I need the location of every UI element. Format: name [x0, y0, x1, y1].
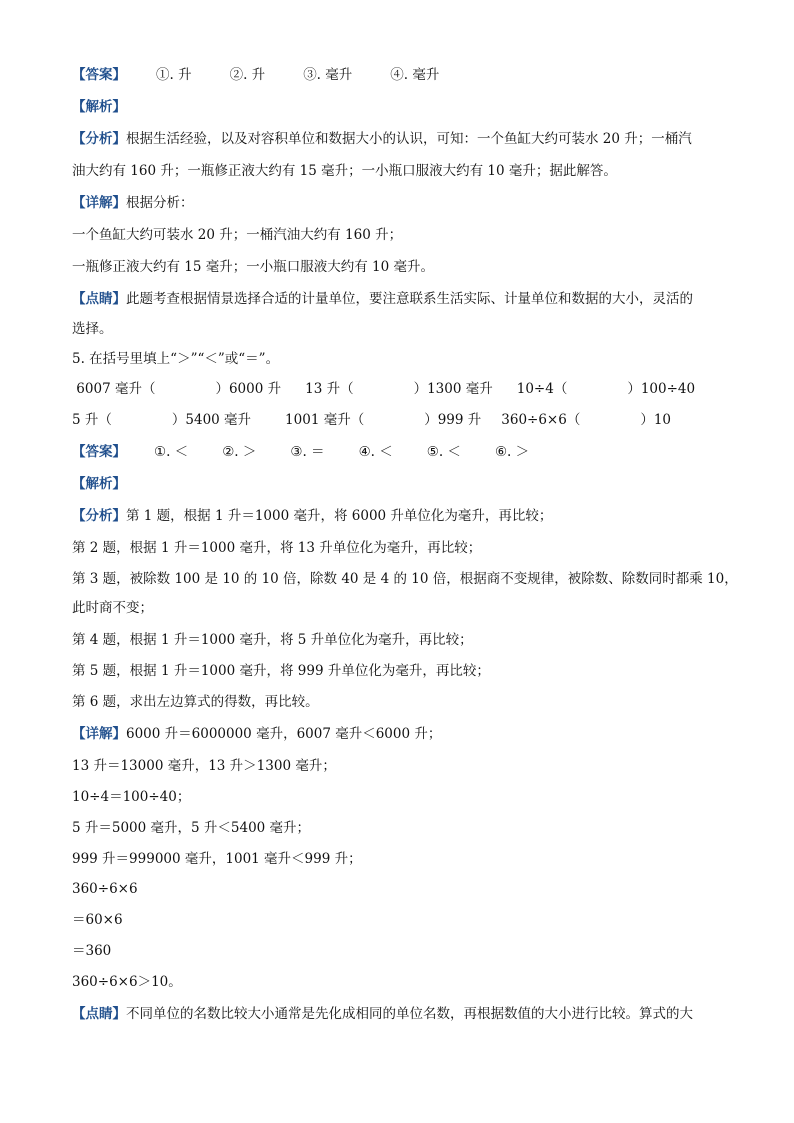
q5-xiangjie-9: 360÷6×6＞10。 — [72, 974, 182, 990]
dianjing-text: 此题考查根据情景选择合适的计量单位，要注意联系生活实际、计量单位和数据的大小，灵活的 — [126, 291, 693, 307]
xiangjie-head: 根据分析： — [126, 195, 194, 211]
answer-2: ②. ＞ — [222, 444, 257, 460]
xiangjie-text: 6000 升＝6000000 毫升，6007 毫升＜6000 升； — [126, 726, 442, 742]
q5-item-3-left: 10÷4（ — [516, 381, 568, 397]
q5-item-2-right: ）1300 毫升 — [413, 381, 493, 397]
q5-fenxi-line-1 — [72, 507, 552, 525]
q5-item-5-left: 1001 毫升（ — [285, 412, 365, 428]
q5-item-6-left: 360÷6×6（ — [501, 412, 581, 428]
q5-item-5-right: ）999 升 — [424, 412, 482, 428]
q5-dianjing-line-1 — [72, 1005, 693, 1023]
q5-item-4-left: 5 升（ — [72, 412, 112, 428]
q5-fenxi-line-2: 第 2 题，根据 1 升＝1000 毫升，将 13 升单位化为毫升，再比较； — [72, 540, 482, 556]
q4-xiangjie-1: 一个鱼缸大约可装水 20 升；一桶汽油大约有 160 升； — [72, 227, 403, 243]
fenxi-tag: 【分析】 — [72, 131, 126, 147]
q5-item-1-right: ）6000 升 — [215, 381, 282, 397]
answer-3: ③. 毫升 — [303, 67, 353, 83]
answer-2: ②. 升 — [229, 67, 266, 83]
q5-item-6-right: ）10 — [640, 412, 672, 428]
q5-xiangjie-4: 5 升＝5000 毫升，5 升＜5400 毫升； — [72, 820, 311, 836]
q5-stem: 5. 在括号里填上“＞”“＜”或“＝”。 — [72, 351, 280, 367]
answer-4: ④. 毫升 — [390, 67, 440, 83]
q5-fenxi-line-3: 第 3 题，被除数 100 是 10 的 10 倍，除数 40 是 4 的 10 倍，根据商不变规律，被除数、除数同时都乘 10， — [72, 571, 738, 587]
q4-answer-line — [72, 66, 439, 84]
q5-xiangjie-8: ＝360 — [72, 943, 112, 959]
dianjing-text: 不同单位的名数比较大小通常是先化成相同的单位名数，再根据数值的大小进行比较。算式的大 — [126, 1006, 693, 1022]
q5-item-2-left: 13 升（ — [305, 381, 354, 397]
q5-row-2 — [72, 411, 671, 429]
answer-4: ④. ＜ — [358, 444, 393, 460]
q5-fenxi-line-7: 第 6 题，求出左边算式的得数，再比较。 — [72, 694, 319, 710]
q5-fenxi-line-4: 此时商不变； — [72, 600, 153, 616]
q5-fenxi-line-6: 第 5 题，根据 1 升＝1000 毫升，将 999 升单位化为毫升，再比较； — [72, 663, 490, 679]
xiangjie-tag: 【详解】 — [72, 726, 126, 742]
answer-tag: 【答案】 — [72, 67, 126, 83]
q4-dianjing-line-1 — [72, 290, 693, 308]
q4-fenxi-line-1 — [72, 130, 692, 148]
q4-analysis-heading — [72, 98, 126, 116]
q5-answer-line — [72, 443, 529, 461]
q5-xiangjie-7: ＝60×6 — [72, 912, 123, 928]
fenxi-text: 根据生活经验，以及对容积单位和数据大小的认识，可知：一个鱼缸大约可装水 20 升；一桶汽 — [126, 131, 692, 147]
xiangjie-tag: 【详解】 — [72, 195, 126, 211]
q4-fenxi-line-2: 油大约有 160 升；一瓶修正液大约有 15 毫升；一小瓶口服液大约有 10 毫升；据此解答。 — [72, 163, 617, 179]
q5-item-1-left: 6007 毫升（ — [76, 381, 156, 397]
fenxi-text: 第 1 题，根据 1 升＝1000 毫升，将 6000 升单位化为毫升，再比较； — [126, 508, 553, 524]
analysis-tag: 【解析】 — [72, 476, 126, 492]
q5-row-1 — [72, 380, 695, 398]
q5-fenxi-line-5: 第 4 题，根据 1 升＝1000 毫升，将 5 升单位化为毫升，再比较； — [72, 632, 473, 648]
q5-analysis-heading — [72, 475, 126, 493]
q5-xiangjie-6: 360÷6×6 — [72, 881, 138, 897]
q5-xiangjie-3: 10÷4＝100÷40； — [72, 789, 191, 805]
q5-xiangjie-2: 13 升＝13000 毫升，13 升＞1300 毫升； — [72, 758, 336, 774]
q5-xiangjie-line-1 — [72, 725, 441, 743]
fenxi-tag: 【分析】 — [72, 508, 126, 524]
answer-1: ①. 升 — [156, 67, 192, 83]
answer-3: ③. ＝ — [290, 444, 325, 460]
q5-item-4-right: ）5400 毫升 — [171, 412, 252, 428]
answer-tag: 【答案】 — [72, 444, 126, 460]
dianjing-tag: 【点睛】 — [72, 1006, 126, 1022]
q4-xiangjie-2: 一瓶修正液大约有 15 毫升；一小瓶口服液大约有 10 毫升。 — [72, 259, 435, 275]
answer-5: ⑤. ＜ — [426, 444, 461, 460]
q4-xiangjie-line — [72, 194, 194, 212]
analysis-tag: 【解析】 — [72, 99, 126, 115]
answer-1: ①. ＜ — [154, 444, 189, 460]
q5-item-3-right: ）100÷40 — [627, 381, 696, 397]
q4-dianjing-line-2: 选择。 — [72, 321, 113, 337]
answer-6: ⑥. ＞ — [494, 444, 530, 460]
q5-xiangjie-5: 999 升＝999000 毫升，1001 毫升＜999 升； — [72, 851, 362, 867]
dianjing-tag: 【点睛】 — [72, 291, 126, 307]
